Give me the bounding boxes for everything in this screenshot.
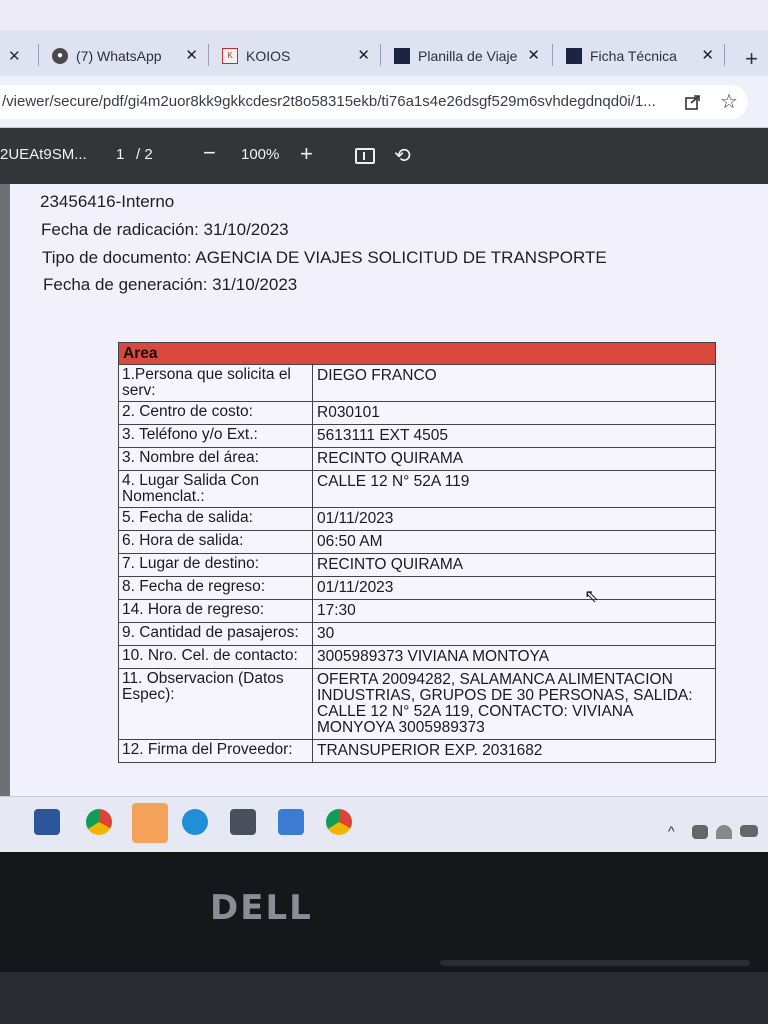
form-row: [119, 425, 715, 448]
form-row: [119, 623, 715, 646]
form-row-label: 14. Hora de regreso:: [119, 600, 313, 622]
form-row: [119, 365, 715, 402]
tab-label: KOIOS: [246, 48, 291, 64]
form-row: [119, 646, 715, 669]
bookmark-star-icon[interactable]: ☆: [720, 91, 738, 113]
close-icon[interactable]: ✕: [527, 47, 540, 64]
tab-label: Planilla de Viaje: [418, 48, 518, 64]
form-row-label: 1.Persona que solicita el serv:: [119, 365, 313, 401]
form-row-value: 01/11/2023: [317, 579, 394, 596]
chrome-icon[interactable]: [326, 809, 352, 835]
tab-strip: [0, 30, 768, 76]
zoom-out-button[interactable]: −: [203, 140, 216, 165]
url-text[interactable]: /viewer/secure/pdf/gi4m2uor8kk9gkkcdesr2t8o58315ekb/ti76a1s4e26dsgf529m6svhdegdnqd0i/1...: [2, 93, 656, 110]
form-row-value: RECINTO QUIRAMA: [317, 450, 464, 467]
zoom-in-button[interactable]: +: [300, 141, 313, 166]
form-row-label: 11. Observacion (Datos Espec):: [119, 669, 313, 739]
laptop-bezel: [0, 852, 768, 1024]
pdf-toolbar: [0, 128, 768, 184]
tab-koios[interactable]: [222, 40, 380, 72]
form-row-label: 4. Lugar Salida Con Nomenclat.:: [119, 471, 313, 507]
tab-label: Ficha Técnica: [590, 48, 677, 64]
document-icon: [394, 48, 410, 64]
form-rows: [119, 365, 715, 762]
form-row-label: 6. Hora de salida:: [119, 531, 313, 553]
tab-ficha-tecnica[interactable]: [566, 40, 724, 72]
new-tab-button[interactable]: +: [745, 46, 758, 71]
form-row-label: 7. Lugar de destino:: [119, 554, 313, 576]
form-row: [119, 669, 715, 740]
form-row: [119, 471, 715, 508]
form-header: Area: [119, 343, 715, 365]
form-row: [119, 554, 715, 577]
url-field[interactable]: [0, 85, 748, 119]
keyboard-edge: [0, 972, 768, 1024]
close-icon[interactable]: ✕: [357, 47, 370, 64]
form-row-label: 2. Centro de costo:: [119, 402, 313, 424]
form-row-value: 30: [317, 625, 335, 642]
form-row-value: 17:30: [317, 602, 356, 619]
fit-to-page-icon[interactable]: [355, 148, 375, 164]
address-bar: [0, 76, 768, 128]
dell-logo: DELL: [210, 888, 313, 928]
tab-label: (7) WhatsApp: [76, 48, 162, 64]
form-row-value: R030101: [317, 404, 380, 421]
form-row-value: CALLE 12 N° 52A 119: [317, 473, 470, 490]
form-row-label: 3. Teléfono y/o Ext.:: [119, 425, 313, 447]
form-row-value: RECINTO QUIRAMA: [317, 556, 464, 573]
form-row-label: 5. Fecha de salida:: [119, 508, 313, 530]
form-row-label: 8. Fecha de regreso:: [119, 577, 313, 599]
form-row-value: 06:50 AM: [317, 533, 383, 550]
form-row-value: OFERTA 20094282, SALAMANCA ALIMENTACION INDUSTRIAS, GRUPOS DE 30 PERSONAS, SALIDA: CALLE 12 N° 52A 119, CONTACTO: VIVIANA MONYOYA 3005989373: [317, 671, 693, 736]
pdf-document-title: 2UEAt9SM...: [0, 146, 87, 163]
printer-icon[interactable]: [692, 825, 708, 839]
form-row: [119, 531, 715, 554]
form-row-value: 3005989373 VIVIANA MONTOYA: [317, 648, 550, 665]
share-icon[interactable]: [684, 93, 702, 111]
close-icon[interactable]: ✕: [701, 47, 714, 64]
transport-request-form: [118, 342, 716, 763]
form-row-value: TRANSUPERIOR EXP. 2031682: [317, 742, 543, 759]
app-icon[interactable]: [230, 809, 256, 835]
page-number-input[interactable]: 1: [116, 146, 125, 163]
form-row: [119, 577, 715, 600]
mouse-cursor-icon: ⇖: [584, 586, 600, 606]
edge-icon[interactable]: [182, 809, 208, 835]
form-row: [119, 508, 715, 531]
radicado-number: 23456416-Interno: [40, 192, 175, 211]
page-total: / 2: [136, 146, 153, 163]
chevron-up-icon[interactable]: ^: [668, 823, 675, 839]
form-row: [119, 402, 715, 425]
document-icon: [566, 48, 582, 64]
form-row-label: 3. Nombre del área:: [119, 448, 313, 470]
form-row-label: 10. Nro. Cel. de contacto:: [119, 646, 313, 668]
whatsapp-icon: ●: [52, 48, 68, 64]
fecha-radicacion: Fecha de radicación: 31/10/2023: [41, 220, 289, 239]
tab-whatsapp[interactable]: [52, 40, 208, 72]
tab-previous[interactable]: [8, 40, 38, 72]
close-icon[interactable]: ✕: [185, 47, 198, 64]
form-row: [119, 740, 715, 762]
wifi-icon[interactable]: [716, 825, 732, 839]
form-row: [119, 600, 715, 623]
form-row-value: 5613111 EXT 4505: [317, 427, 449, 444]
form-row-value: 01/11/2023: [317, 510, 394, 527]
weather-icon[interactable]: [132, 803, 168, 843]
fecha-generacion: Fecha de generación: 31/10/2023: [43, 275, 298, 294]
chrome-icon[interactable]: [86, 809, 112, 835]
rotate-icon[interactable]: ⟲: [394, 145, 411, 167]
word-icon[interactable]: [34, 809, 60, 835]
hinge: [440, 960, 750, 966]
form-row: [119, 448, 715, 471]
pdf-page: [0, 184, 768, 814]
zoom-level[interactable]: 100%: [241, 146, 280, 163]
close-icon[interactable]: ✕: [8, 48, 21, 65]
form-row-label: 12. Firma del Proveedor:: [119, 740, 313, 762]
battery-icon[interactable]: [740, 825, 758, 837]
form-row-value: DIEGO FRANCO: [317, 367, 437, 384]
koios-icon: K: [222, 48, 238, 64]
tipo-documento: Tipo de documento: AGENCIA DE VIAJES SOLICITUD DE TRANSPORTE: [42, 248, 607, 267]
photos-icon[interactable]: [278, 809, 304, 835]
form-row-label: 9. Cantidad de pasajeros:: [119, 623, 313, 645]
taskbar: [0, 796, 768, 850]
tab-planilla-de-viaje[interactable]: [394, 40, 550, 72]
